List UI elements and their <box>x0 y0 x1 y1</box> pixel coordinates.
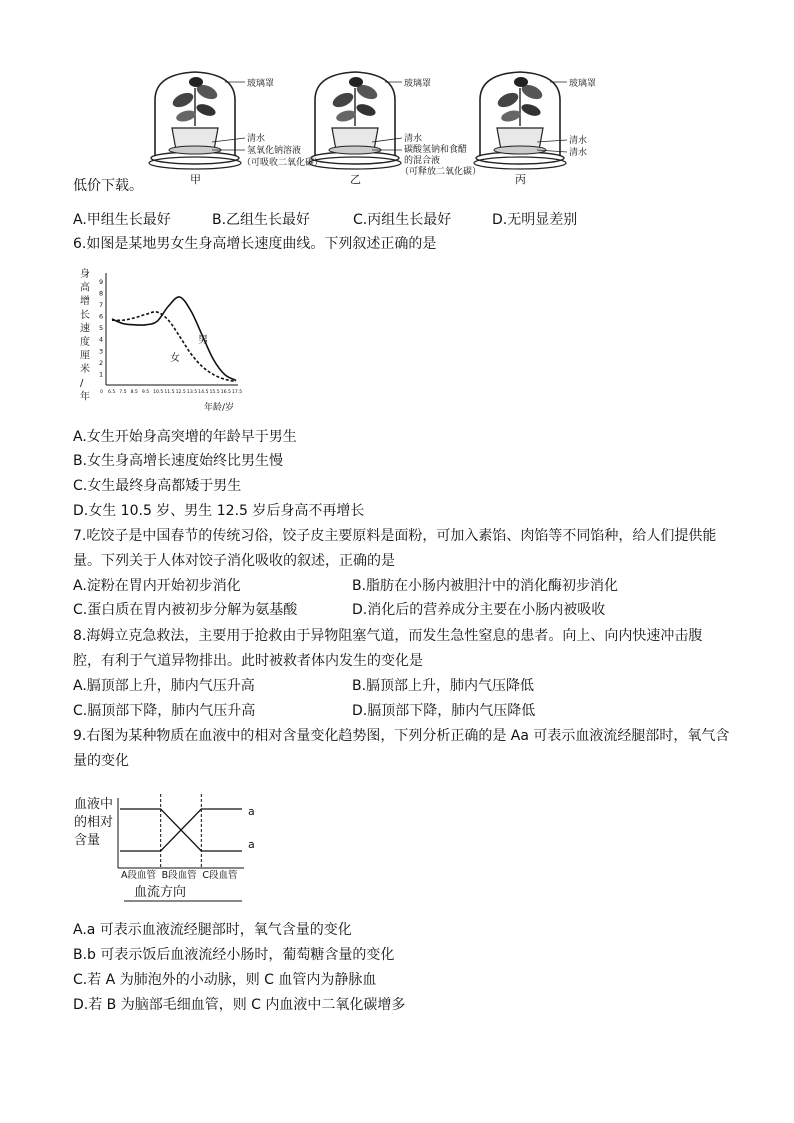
jar-jia-callout-4: （可吸收二氧化碳） <box>242 158 324 168</box>
bell-jar-experiment-figure <box>140 68 630 186</box>
q6-option-a: A.女生开始身高突增的年龄早于男生 <box>73 429 297 445</box>
blood-xlabel: 血流方向 <box>134 885 187 900</box>
q8-option-a: A.膈顶部上升，肺内气压升高 <box>73 678 255 694</box>
blood-category-label: B段血管 <box>161 870 197 881</box>
growth-xtick-label: 11.5 <box>164 390 175 395</box>
q9-option-b: B.b 可表示饭后血液流经小肠时，葡萄糖含量的变化 <box>73 947 395 963</box>
jar-jia-callout-2: 清水 <box>247 134 266 144</box>
jar-bing-callout-3: 清水 <box>569 148 588 158</box>
jar-yi-callout-3: 碳酸氢钠和食醋 <box>404 145 468 155</box>
blood-ylabel-3: 含量 <box>74 833 101 848</box>
jar-jia-callout-1: 玻璃罩 <box>247 79 275 89</box>
jar-yi-callout-5: （可释放二氧化碳） <box>400 167 482 177</box>
jar-yi-callout-2: 清水 <box>404 134 423 144</box>
jar-bing-label: 丙 <box>515 173 526 186</box>
q6-option-d: D.女生 10.5 岁、男生 12.5 岁后身高不再增长 <box>73 503 365 519</box>
height-growth-chart <box>78 265 253 415</box>
growth-legend-male: 男 <box>198 335 208 346</box>
q8-option-b: B.膈顶部上升，肺内气压降低 <box>352 678 535 694</box>
growth-ylabel-char: 身 <box>80 269 90 280</box>
growth-ylabel-char: 度 <box>80 337 90 348</box>
growth-ytick-label: 9 <box>99 277 104 286</box>
blood-ylabel-1: 血液中 <box>74 797 114 812</box>
growth-xtick-label: 0 <box>100 390 103 395</box>
growth-xtick-label: 7.5 <box>119 390 127 395</box>
q8-stem-line2: 腔，有利于气道异物排出。此时被救者体内发生的变化是 <box>73 653 423 669</box>
growth-ylabel-char: 增 <box>80 296 90 308</box>
growth-xtick-label: 13.5 <box>186 390 198 395</box>
growth-ylabel-char: 高 <box>80 282 90 294</box>
growth-xtick-label: 14.5 <box>198 390 209 395</box>
growth-ylabel-char: 长 <box>80 309 90 321</box>
growth-ytick-label: 2 <box>99 358 104 367</box>
q6-option-c: C.女生最终身高都矮于男生 <box>73 478 242 494</box>
growth-ylabel-char: 米 <box>80 364 90 376</box>
growth-ylabel-char: 厘 <box>80 350 90 362</box>
growth-ytick-label: 1 <box>99 370 104 379</box>
blood-label-b: a <box>248 838 255 851</box>
growth-xtick-label: 16.5 <box>220 390 231 395</box>
growth-xtick-label: 10.5 <box>153 390 164 395</box>
q7-option-d: D.消化后的营养成分主要在小肠内被吸收 <box>352 602 606 618</box>
growth-ytick-label: 6 <box>99 312 104 321</box>
q9-option-a: A.a 可表示血液流经腿部时，氧气含量的变化 <box>73 922 352 938</box>
jar-jia <box>149 72 323 186</box>
blood-content-chart <box>72 788 272 913</box>
q6-stem: 6.如图是某地男女生身高增长速度曲线。下列叙述正确的是 <box>73 236 437 252</box>
jar-yi-callout-4: 的混合液 <box>404 156 441 166</box>
q9-stem-line2: 量的变化 <box>73 753 129 769</box>
blood-ylabel-2: 的相对 <box>74 815 114 830</box>
growth-xtick-label: 17.5 <box>232 390 243 395</box>
growth-legend-female: 女 <box>170 353 180 364</box>
growth-xtick-label: 6.5 <box>108 390 116 395</box>
q9-option-d: D.若 B 为脑部毛细血管，则 C 内血液中二氧化碳增多 <box>73 997 406 1013</box>
q8-stem-line1: 8.海姆立克急救法，主要用于抢救由于异物阻塞气道，而发生急性窒息的患者。向上、向内快速冲击腹 <box>73 628 703 644</box>
q7-option-b: B.脂肪在小肠内被胆汁中的消化酶初步消化 <box>352 578 619 594</box>
growth-xtick-label: 12.5 <box>175 390 186 395</box>
growth-xlabel: 年龄/岁 <box>204 403 235 413</box>
growth-series-male <box>112 297 236 380</box>
blood-category-label: C段血管 <box>202 870 238 881</box>
growth-ylabel <box>80 268 90 402</box>
q8-option-d: D.膈顶部下降，肺内气压降低 <box>352 703 536 719</box>
q5-option-c: C.丙组生长最好 <box>353 212 452 228</box>
q7-stem-line2: 量。下列关于人体对饺子消化吸收的叙述，正确的是 <box>73 553 395 569</box>
q5-option-b: B.乙组生长最好 <box>212 212 311 228</box>
jar-yi <box>309 72 481 186</box>
q7-stem-line1: 7.吃饺子是中国春节的传统习俗，饺子皮主要原料是面粉，可加入素馅、肉馅等不同馅种，给人们提供能 <box>73 528 717 544</box>
jar-yi-label: 乙 <box>350 173 361 186</box>
blood-label-a: a <box>248 805 255 818</box>
q7-option-c: C.蛋白质在胃内被初步分解为氨基酸 <box>73 602 298 618</box>
growth-ytick-label: 7 <box>99 300 104 309</box>
q5-option-d: D.无明显差别 <box>492 212 578 228</box>
growth-ytick-label: 8 <box>99 289 104 298</box>
growth-xtick-label: 15.5 <box>209 390 220 395</box>
growth-ytick-label: 3 <box>99 347 104 356</box>
jar-jia-callout-3: 氢氧化钠溶液 <box>247 146 302 156</box>
growth-xtick-label: 8.5 <box>130 390 138 395</box>
jar-jia-label: 甲 <box>190 173 201 186</box>
q9-stem-line1: 9.右图为某种物质在血液中的相对含量变化趋势图，下列分析正确的是 Aa 可表示血液流经腿部时，氧气含 <box>73 728 730 744</box>
jar-yi-callout-1: 玻璃罩 <box>404 79 432 89</box>
growth-xtick-label: 9.5 <box>141 390 150 395</box>
growth-ylabel-char: 速 <box>80 323 90 335</box>
growth-ytick-label: 4 <box>99 335 104 344</box>
jar-bing-callout-1: 玻璃罩 <box>569 79 597 89</box>
q6-option-b: B.女生身高增长速度始终比男生慢 <box>73 453 284 469</box>
growth-ylabel-char: / <box>80 377 84 389</box>
growth-ytick-label: 5 <box>99 324 104 333</box>
blood-series-b <box>120 809 242 851</box>
q8-option-c: C.膈顶部下降，肺内气压升高 <box>73 703 256 719</box>
q9-option-c: C.若 A 为肺泡外的小动脉，则 C 血管内为静脉血 <box>73 972 377 988</box>
growth-series-female <box>112 312 236 382</box>
growth-ylabel-char: 年 <box>80 391 90 403</box>
blood-category-label: A段血管 <box>121 870 156 881</box>
jar-bing <box>474 72 596 186</box>
q7-option-a: A.淀粉在胃内开始初步消化 <box>73 578 241 594</box>
fragment-text: 低价下载。 <box>73 178 143 194</box>
q5-option-a: A.甲组生长最好 <box>73 212 171 228</box>
jar-bing-callout-2: 清水 <box>569 136 588 146</box>
